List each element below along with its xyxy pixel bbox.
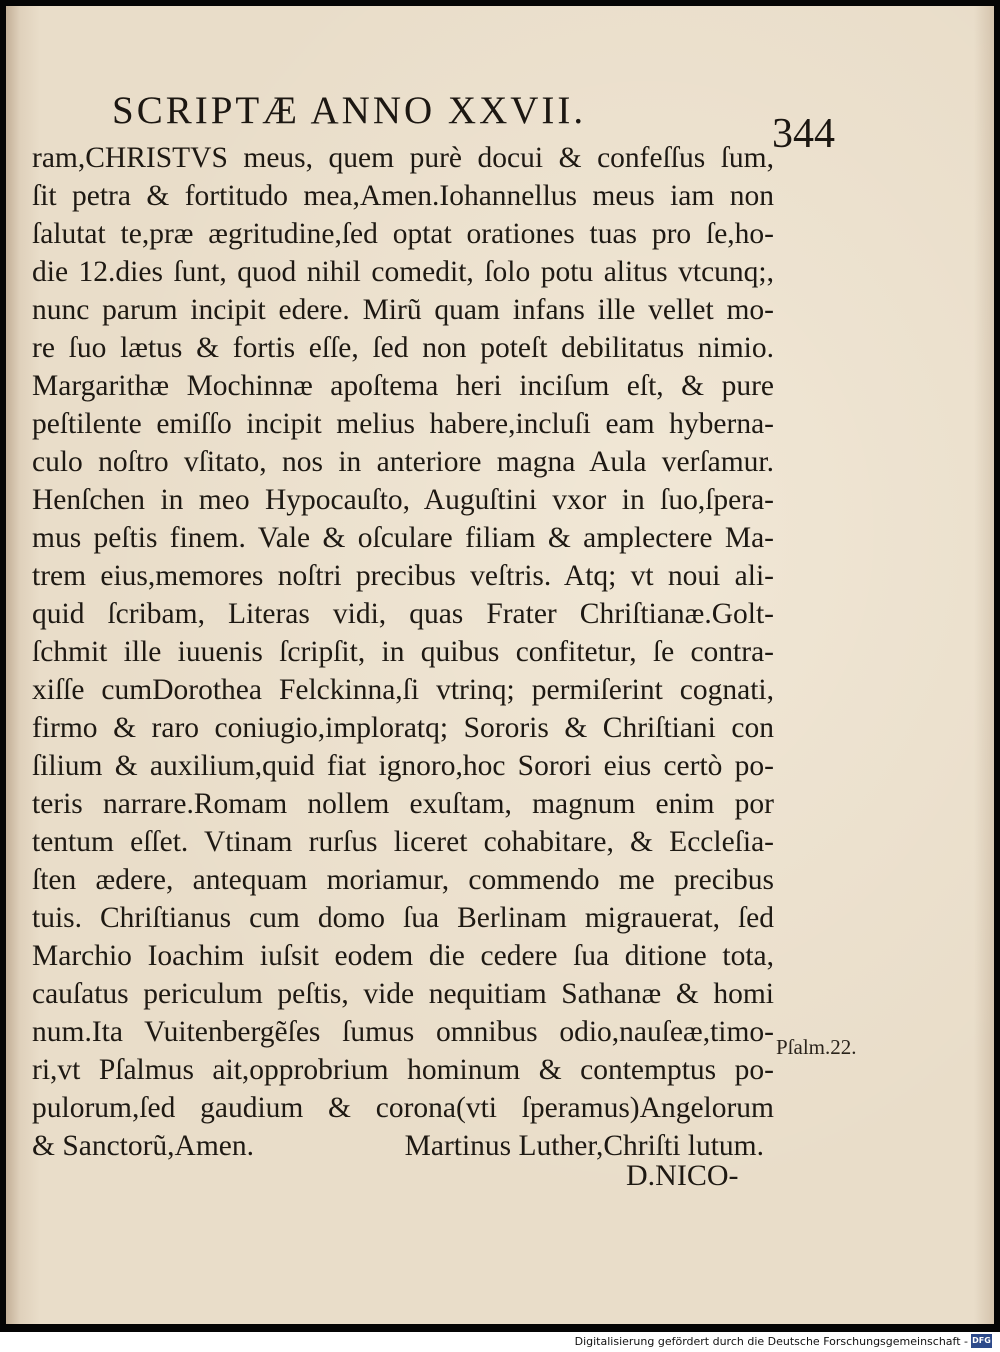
text-line: teris narrare.Romam nollem exuſtam, magnum enim por	[32, 788, 774, 820]
text-line: firmo & raro coniugio,imploratq; Sororis & Chriſtiani con	[32, 712, 774, 744]
text-line: tentum eſſet. Vtinam rurſus liceret cohabitare, & Eccleſia-	[32, 826, 774, 858]
text-line: cauſatus periculum peſtis, vide nequitiam Sathanæ & homi	[32, 978, 774, 1010]
text-line: re ſuo lætus & fortis eſſe, ſed non poteſt debilitatus nimio.	[32, 332, 774, 364]
text-line: xiſſe cumDorothea Felckinna,ſi vtrinq; permiſerint cognati,	[32, 674, 774, 706]
closing-salutation: & Sanctorũ,Amen.	[32, 1130, 255, 1162]
text-line: Margarithæ Mochinnæ apoſtema heri inciſum eſt, & pure	[32, 370, 774, 402]
margin-note: Pſalm.22.	[776, 1035, 857, 1059]
text-line: num.Ita Vuitenbergẽſes ſumus omnibus odio,nauſeæ,timo-	[32, 1016, 774, 1048]
catchword: D.NICO-	[626, 1159, 739, 1192]
text-line: nunc parum incipit edere. Mirũ quam infans ille vellet mo-	[32, 294, 774, 326]
text-line: peſtilente emiſſo incipit melius habere,incluſi eam hyberna-	[32, 408, 774, 440]
letter-text	[32, 139, 774, 1165]
text-line: ram,CHRISTVS meus, quem purè docui & confeſſus ſum,	[32, 142, 774, 174]
text-line: pulorum,ſed gaudium & corona(vti ſperamus)Angelorum	[32, 1092, 774, 1124]
text-line: tuis. Chriſtianus cum domo ſua Berlinam migrauerat, ſed	[32, 902, 774, 934]
text-line: ſilium & auxilium,quid fiat ignoro,hoc Sorori eius certò po-	[32, 750, 774, 782]
text-line: Marchio Ioachim iuſsit eodem die cedere ſua ditione tota,	[32, 940, 774, 972]
signature: Martinus Luther,Chriſti lutum.	[404, 1130, 764, 1162]
running-head: SCRIPTÆ ANNO XXVII.	[112, 89, 587, 132]
footer-credit: Digitalisierung gefördert durch die Deutsche Forschungsgemeinschaft -	[574, 1335, 968, 1348]
text-line: mus peſtis finem. Vale & oſculare filiam & amplectere Ma-	[32, 522, 774, 554]
text-line: Henſchen in meo Hypocauſto, Auguſtini vxor in ſuo,ſpera-	[32, 484, 774, 516]
text-line: ſit petra & fortitudo mea,Amen.Iohannellus meus iam non	[32, 180, 774, 212]
text-line: ſalutat te,præ ægritudine,ſed optat orationes tuas pro ſe,ho-	[32, 218, 774, 250]
text-line: ſten ædere, antequam moriamur, commendo me precibus	[32, 864, 774, 896]
text-line: trem eius,memores noſtri precibus veſtris. Atq; vt noui ali-	[32, 560, 774, 592]
text-line: die 12.dies ſunt, quod nihil comedit, ſolo potu alitus vtcunq;,	[32, 256, 774, 288]
text-line: culo noſtro vſitato, nos in anteriore magna Aula verſamur.	[32, 446, 774, 478]
dfg-logo-icon: DFG	[971, 1334, 992, 1348]
page-number: 344	[772, 111, 835, 157]
book-page	[6, 6, 994, 1324]
text-line: ſchmit ille iuuenis ſcripſit, in quibus confitetur, ſe contra-	[32, 636, 774, 668]
text-line: ri,vt Pſalmus ait,opprobrium hominum & contemptus po-	[32, 1054, 774, 1086]
text-line: quid ſcribam, Literas vidi, quas Frater Chriſtianæ.Golt-	[32, 598, 774, 630]
